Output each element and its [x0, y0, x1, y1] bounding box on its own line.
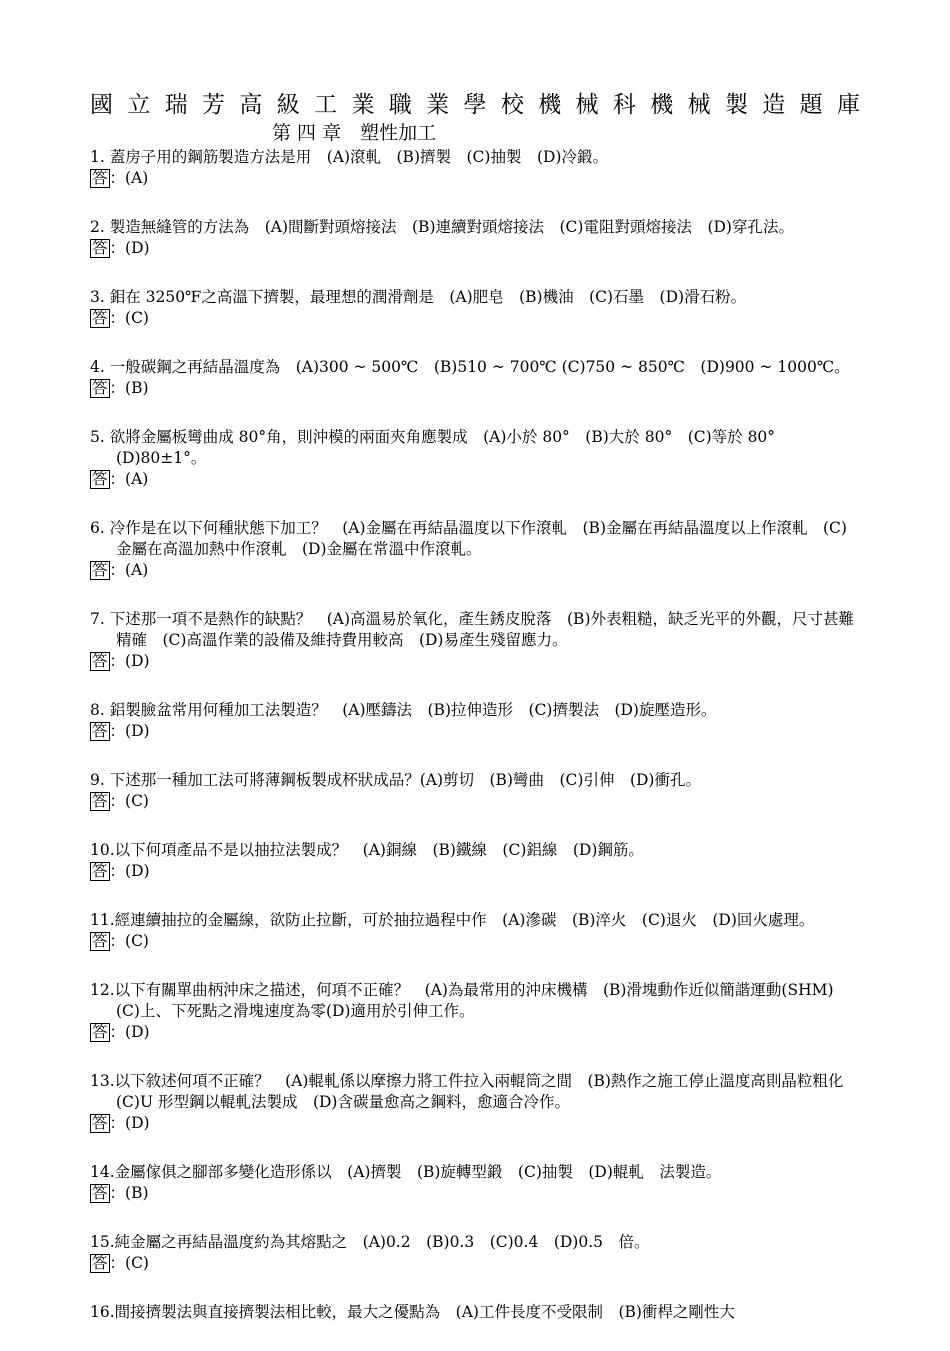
answer-line [90, 721, 860, 742]
answer-label: 答 [92, 169, 108, 187]
chapter-subtitle: 第 四 章 塑性加工 [272, 122, 437, 144]
answer-line [90, 1253, 860, 1274]
question-text: 4. 一般碳鋼之再結晶溫度為 (A)300 ~ 500℃ (B)510 ~ 700℃ (C)750 ~ 850℃ (D)900 ~ 1000℃。 [90, 358, 850, 376]
question-item [90, 840, 860, 882]
answer-value: ：(C) [109, 1254, 149, 1272]
question-item [90, 1162, 860, 1204]
question-text: 5. 欲將金屬板彎曲成 80°角，則沖模的兩面夾角應製成 (A)小於 80° (B)大於 80° (C)等於 80° (D)80±1°。 [90, 428, 791, 467]
question-item [90, 980, 860, 1043]
question-text: 6. 冷作是在以下何種狀態下加工？ (A)金屬在再結晶溫度以下作滾軋 (B)金屬在再結晶溫度以上作滾軋 (C)金屬在高溫加熱中作滾軋 (D)金屬在常溫中作滾軋。 [90, 519, 847, 558]
answer-label: 答 [92, 792, 108, 810]
answer-value: ：(D) [109, 1023, 150, 1041]
answer-line [90, 1113, 860, 1134]
question-item [90, 357, 860, 399]
answer-line [90, 1183, 860, 1204]
answer-line [90, 168, 860, 189]
question-item [90, 217, 860, 259]
question-item [90, 427, 860, 490]
question-text: 2. 製造無縫管的方法為 (A)間斷對頭熔接法 (B)連續對頭熔接法 (C)電阻對頭熔接法 (D)穿孔法。 [90, 218, 794, 236]
question-item [90, 1232, 860, 1274]
answer-line [90, 469, 860, 490]
answer-line [90, 791, 860, 812]
question-item [90, 700, 860, 742]
answer-value: ：(C) [109, 309, 149, 327]
document-title: 國立瑞芳高級工業職業學校機械科機械製造題庫 [90, 92, 860, 118]
answer-label: 答 [92, 1114, 108, 1132]
answer-value: ：(D) [109, 722, 150, 740]
answer-label: 答 [92, 239, 108, 257]
question-text: 7. 下述那一項不是熱作的缺點？ (A)高溫易於氧化，產生銹皮脫落 (B)外表粗糙，缺乏光平的外觀，尺寸甚難精確 (C)高溫作業的設備及維持費用較高 (D)易產生殘留應力。 [90, 610, 854, 649]
question-text: 11.經連續抽拉的金屬線，欲防止拉斷，可於抽拉過程中作 (A)滲碳 (B)淬火 (C)退火 (D)回火處理。 [90, 911, 815, 929]
answer-value: ：(B) [109, 379, 149, 397]
question-text: 12.以下有關單曲柄沖床之描述，何項不正確？ (A)為最常用的沖床機構 (B)滑塊動作近似簡諧運動(SHM) (C)上、下死點之滑塊速度為零(D)適用於引伸工作。 [90, 981, 850, 1020]
answer-line [90, 1022, 860, 1043]
answer-label: 答 [92, 1254, 108, 1272]
answer-value: ：(C) [109, 792, 149, 810]
answer-value: ：(D) [109, 239, 150, 257]
question-text: 10.以下何項產品不是以抽拉法製成？ (A)銅線 (B)鐵線 (C)鋁線 (D)鋼筋。 [90, 841, 644, 859]
question-item [90, 1302, 860, 1323]
answer-label: 答 [92, 470, 108, 488]
answer-value: ：(B) [109, 1184, 149, 1202]
question-text: 15.純金屬之再結晶溫度約為其熔點之 (A)0.2 (B)0.3 (C)0.4 (D)0.5 倍。 [90, 1233, 650, 1251]
answer-value: ：(D) [109, 652, 150, 670]
answer-line [90, 238, 860, 259]
question-item [90, 287, 860, 329]
question-text: 16.間接擠製法與直接擠製法相比較，最大之優點為 (A)工件長度不受限制 (B)衝桿之剛性大 [90, 1303, 735, 1321]
question-item [90, 770, 860, 812]
question-list [90, 147, 860, 1351]
answer-label: 答 [92, 652, 108, 670]
answer-value: ：(C) [109, 932, 149, 950]
question-item [90, 147, 860, 189]
answer-line [90, 560, 860, 581]
answer-label: 答 [92, 722, 108, 740]
answer-value: ：(A) [109, 169, 149, 187]
question-item [90, 910, 860, 952]
answer-value: ：(A) [109, 470, 149, 488]
answer-value: ：(D) [109, 862, 150, 880]
answer-label: 答 [92, 1023, 108, 1041]
question-item [90, 1071, 860, 1134]
question-text: 1. 蓋房子用的鋼筋製造方法是用 (A)滾軋 (B)擠製 (C)抽製 (D)冷鍛。 [90, 148, 608, 166]
question-text: 3. 鉬在 3250℉之高溫下擠製，最理想的潤滑劑是 (A)肥皂 (B)機油 (C)石墨 (D)滑石粉。 [90, 288, 747, 306]
answer-line [90, 931, 860, 952]
question-item [90, 518, 860, 581]
answer-label: 答 [92, 862, 108, 880]
answer-label: 答 [92, 932, 108, 950]
question-text: 8. 鋁製臉盆常用何種加工法製造？ (A)壓鑄法 (B)拉伸造形 (C)擠製法 (D)旋壓造形。 [90, 701, 717, 719]
question-text: 14.金屬傢俱之腳部多變化造形係以 (A)擠製 (B)旋轉型鍛 (C)抽製 (D)輥軋 法製造。 [90, 1163, 722, 1181]
answer-line [90, 861, 860, 882]
answer-label: 答 [92, 379, 108, 397]
answer-label: 答 [92, 1184, 108, 1202]
question-item [90, 609, 860, 672]
answer-line [90, 308, 860, 329]
answer-label: 答 [92, 561, 108, 579]
answer-value: ：(A) [109, 561, 149, 579]
answer-line [90, 651, 860, 672]
answer-value: ：(D) [109, 1114, 150, 1132]
answer-label: 答 [92, 309, 108, 327]
answer-line [90, 378, 860, 399]
question-text: 13.以下敘述何項不正確？ (A)輥軋係以摩擦力將工件拉入兩輥筒之間 (B)熱作之施工停止溫度高則晶粒粗化 (C)U 形型鋼以輥軋法製成 (D)含碳量愈高之鋼料，愈適合冷作。 [90, 1072, 859, 1111]
question-text: 9. 下述那一種加工法可將薄鋼板製成杯狀成品？(A)剪切 (B)彎曲 (C)引伸 (D)衝孔。 [90, 771, 701, 789]
